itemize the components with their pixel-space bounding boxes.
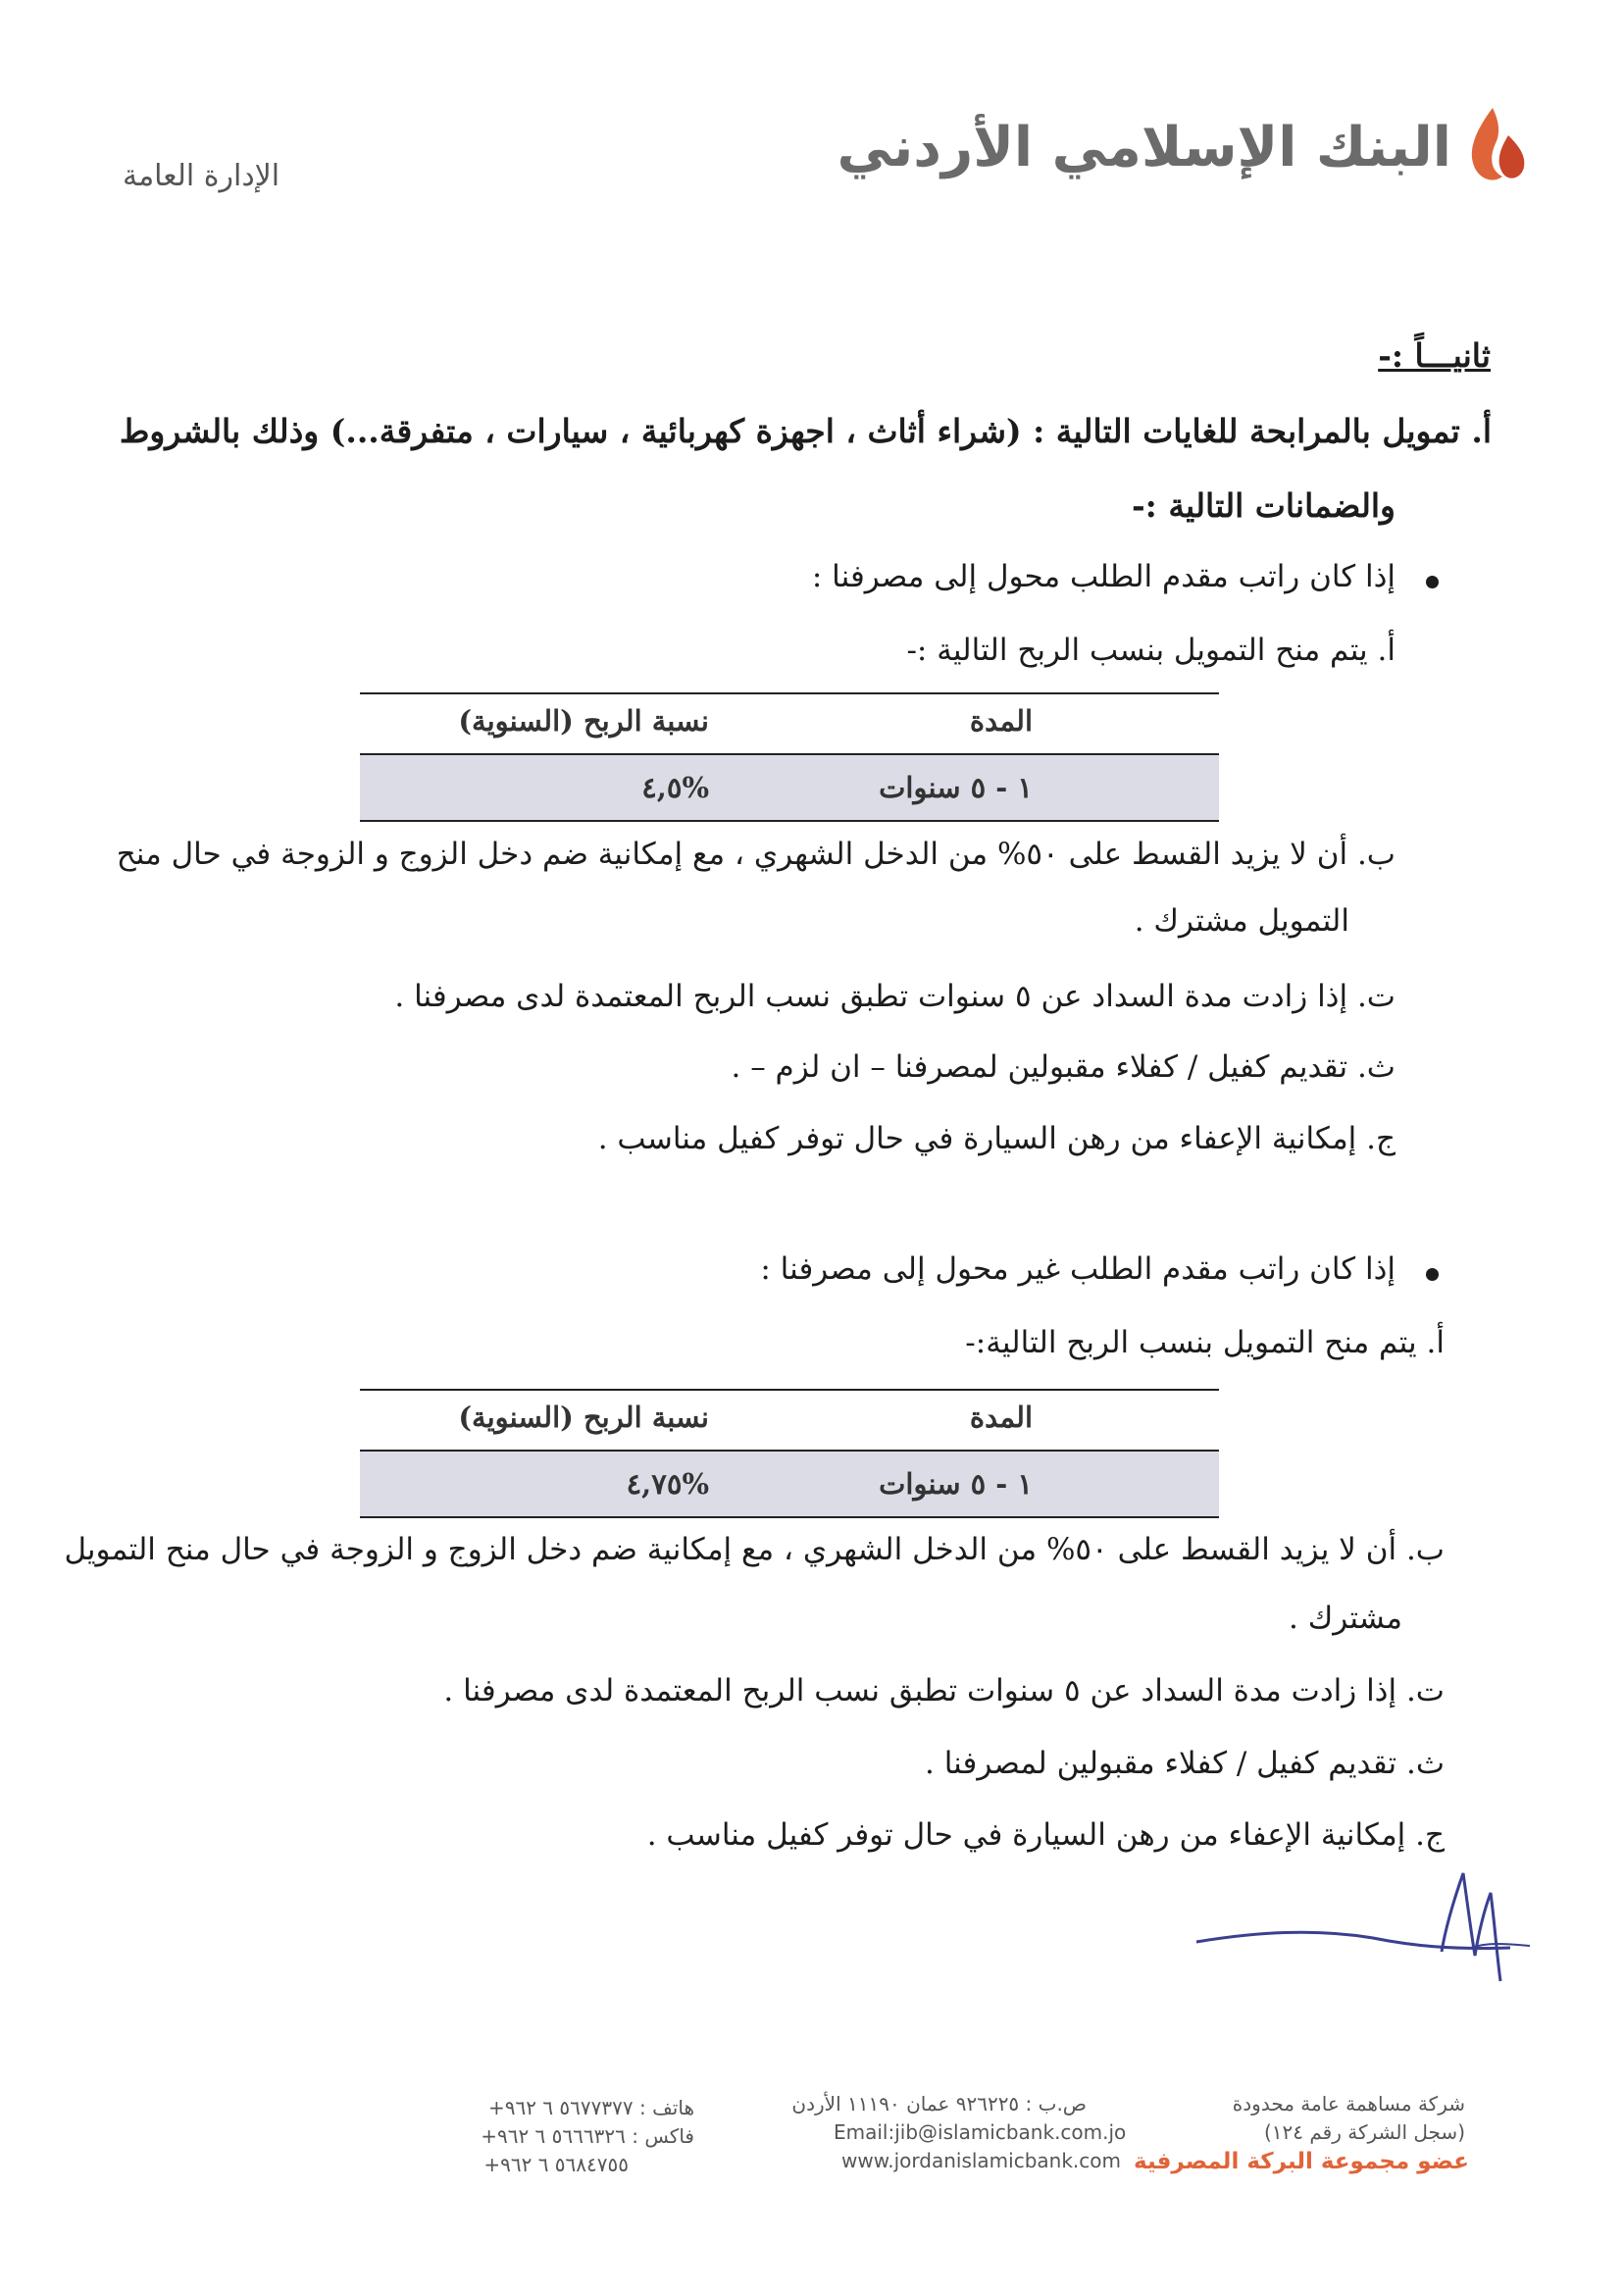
group1-sub-t: ت. إذا زادت مدة السداد عن ٥ سنوات تطبق نسب الربح المعتمدة لدى مصرفنا . [394, 979, 1396, 1014]
footer-phone: هاتف : ٥٦٧٧٣٧٧ ٦ ٩٦٢+ [487, 2096, 694, 2119]
group2-sub-a: أ. يتم منح التمويل بنسب الربح التالية:- [965, 1325, 1445, 1360]
group1-sub-b-line1: ب. أن لا يزيد القسط على ٥٠% من الدخل الشهري ، مع إمكانية ضم دخل الزوج و الزوجة في حال منح [116, 837, 1396, 872]
item-a-line1: أ. تمويل بالمرابحة للغايات التالية : (شراء أثاث ، اجهزة كهربائية ، سيارات ، متفرقة...) وذلك بالشروط [119, 412, 1492, 450]
footer-group-membership: عضو مجموعة البركة المصرفية [1134, 2149, 1469, 2174]
group2-bullet-text: إذا كان راتب مقدم الطلب غير محول إلى مصرفنا : [760, 1251, 1396, 1287]
bank-name: البنك الإسلامي الأردني [837, 116, 1451, 179]
profit-rate-table-2 [360, 1389, 1219, 1518]
department-label: الإدارة العامة [123, 159, 280, 193]
footer-fax: فاكس : ٥٦٦٦٣٢٦ ٦ ٩٦٢+ [481, 2124, 694, 2148]
table-header-rate: نسبة الربح (السنوية) [458, 1401, 709, 1434]
table-cell-rate: %٤,٧٥ [626, 1467, 709, 1501]
group2-sub-b-line1: ب. أن لا يزيد القسط على ٥٠% من الدخل الشهري ، مع إمكانية ضم دخل الزوج و الزوجة في حال منح التمويل [64, 1532, 1445, 1567]
footer-address: ص.ب : ٩٢٦٢٢٥ عمان ١١١٩٠ الأردن [791, 2092, 1087, 2116]
bank-logo [837, 94, 1528, 202]
group1-sub-b-line2: التمويل مشترك . [1134, 903, 1349, 939]
table-cell-duration: ١ - ٥ سنوات [879, 1467, 1033, 1501]
item-a-line2: والضمانات التالية :- [1131, 486, 1396, 525]
table-cell-duration: ١ - ٥ سنوات [879, 771, 1033, 804]
group2-sub-j: ج. إمكانية الإعفاء من رهن السيارة في حال توفر كفيل مناسب . [646, 1817, 1445, 1853]
footer-company-type: شركة مساهمة عامة محدودة [1232, 2092, 1465, 2116]
footer-website[interactable]: www.jordanislamicbank.com [841, 2149, 1121, 2172]
table-row [360, 755, 1219, 822]
bullet-icon [1426, 576, 1439, 588]
table-row [360, 1452, 1219, 1518]
droplet-logo-icon [1463, 102, 1528, 192]
table-header-rate: نسبة الربح (السنوية) [458, 704, 709, 738]
group1-sub-a: أ. يتم منح التمويل بنسب الربح التالية :- [906, 633, 1396, 668]
group1-sub-th: ث. تقديم كفيل / كفلاء مقبولين لمصرفنا – ان لزم – . [731, 1049, 1396, 1085]
footer-fax-2: ٥٦٨٤٧٥٥ ٦ ٩٦٢+ [483, 2153, 629, 2176]
profit-rate-table-1 [360, 692, 1219, 822]
group2-sub-th: ث. تقديم كفيل / كفلاء مقبولين لمصرفنا . [925, 1746, 1445, 1781]
bullet-icon [1426, 1268, 1439, 1281]
signature-mark [1177, 1854, 1589, 2001]
table-header-duration: المدة [969, 704, 1033, 738]
table-header-duration: المدة [969, 1401, 1033, 1434]
group1-sub-j: ج. إمكانية الإعفاء من رهن السيارة في حال توفر كفيل مناسب . [597, 1121, 1396, 1156]
group2-sub-t: ت. إذا زادت مدة السداد عن ٥ سنوات تطبق نسب الربح المعتمدة لدى مصرفنا . [443, 1673, 1445, 1708]
group2-sub-b-line2: مشترك . [1289, 1601, 1402, 1636]
table-cell-rate: %٤,٥ [641, 771, 709, 804]
footer-company-register: (سجل الشركة رقم ١٢٤) [1263, 2120, 1465, 2144]
footer-email[interactable]: Email:jib@islamicbank.com.jo [834, 2120, 1127, 2144]
group1-bullet-text: إذا كان راتب مقدم الطلب محول إلى مصرفنا : [811, 559, 1396, 594]
section-heading: ثانيـــاً :- [1378, 336, 1491, 375]
